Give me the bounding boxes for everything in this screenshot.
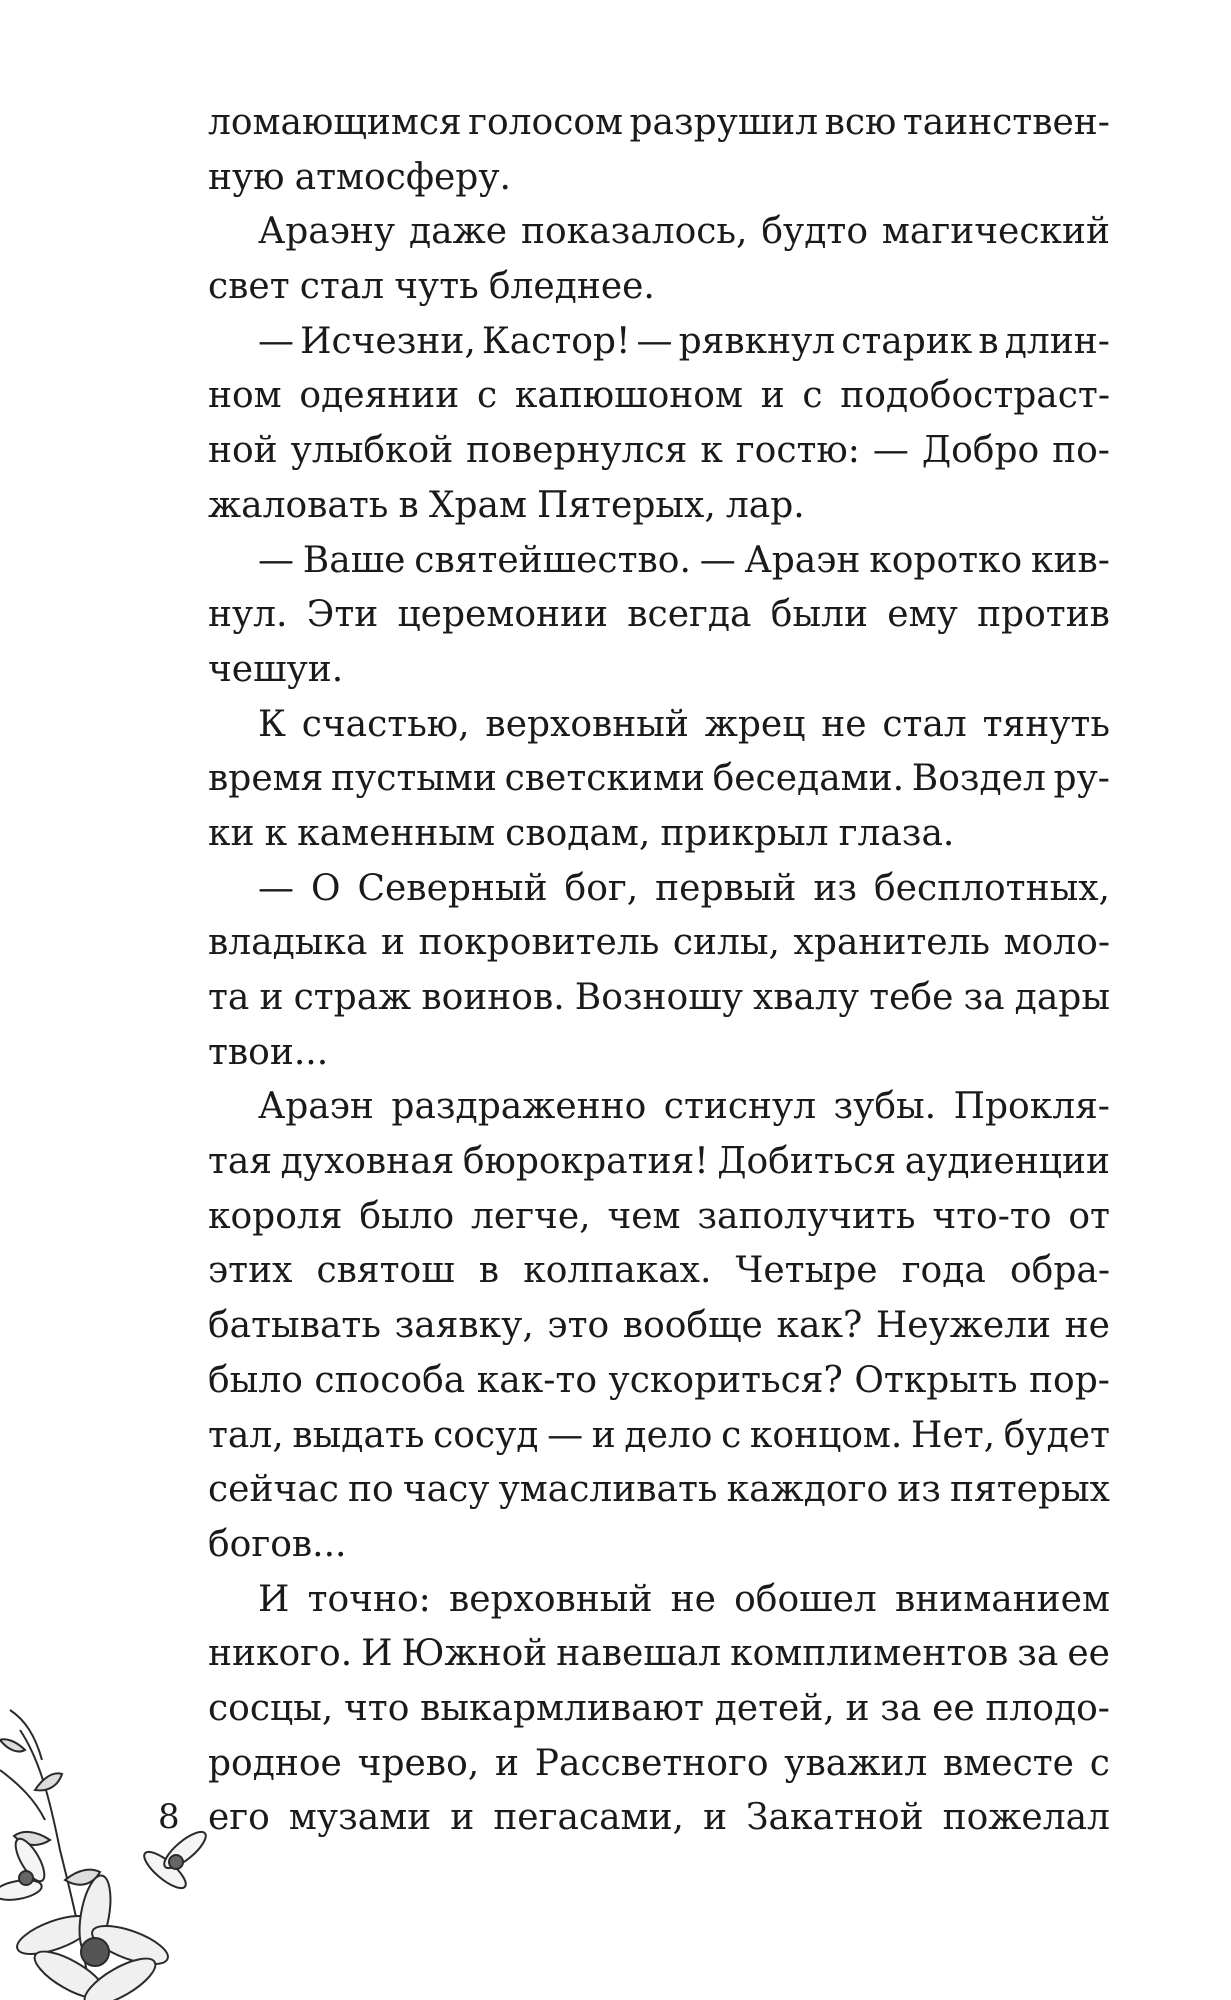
text-line: сейчас по часу умасливать каждого из пятерых: [208, 1469, 1110, 1511]
text-line: свет стал чуть бледнее.: [208, 266, 655, 308]
text-line: богов...: [208, 1523, 347, 1565]
text-line: родное чрево, и Рассветного уважил вместе с: [208, 1742, 1110, 1784]
page-number: 8: [158, 1797, 180, 1837]
text-line: чешуи.: [208, 648, 344, 690]
text-line: ном одеянии с капюшоном и с подобостраст-: [208, 375, 1110, 417]
text-line: И точно: верховный не обошел вниманием: [258, 1578, 1110, 1620]
floral-ornament-icon: [0, 1690, 210, 2000]
text-line: ную атмосферу.: [208, 156, 511, 198]
text-line: тая духовная бюрократия! Добиться аудиенции: [208, 1141, 1110, 1183]
text-line: Араэн раздраженно стиснул зубы. Прокля-: [258, 1086, 1110, 1128]
text-line: — Ваше святейшество. — Араэн коротко кив-: [258, 539, 1110, 581]
text-line: тал, выдать сосуд — и дело с концом. Нет, будет: [208, 1414, 1110, 1456]
text-line: — Исчезни, Кастор! — рявкнул старик в длин-: [258, 320, 1110, 362]
text-line: батывать заявку, это вообще как? Неужели не: [208, 1305, 1110, 1347]
text-line: жаловать в Храм Пятерых, лар.: [208, 484, 805, 526]
text-line: Араэну даже показалось, будто магический: [258, 211, 1110, 253]
text-line: сосцы, что выкармливают детей, и за ее плодо-: [208, 1687, 1110, 1729]
text-line: время пустыми светскими беседами. Воздел ру-: [208, 758, 1110, 800]
text-line: ки к каменным сводам, прикрыл глаза.: [208, 812, 955, 854]
text-line: ломающимся голосом разрушил всю таинствен-: [208, 102, 1110, 143]
text-line: ной улыбкой повернулся к гостю: — Добро по-: [208, 430, 1110, 472]
text-line: нул. Эти церемонии всегда были ему против: [208, 594, 1110, 636]
text-line: этих святош в колпаках. Четыре года обра-: [208, 1250, 1110, 1292]
text-line: короля было легче, чем заполучить что-то от: [208, 1195, 1110, 1237]
text-line: никого. И Южной навешал комплиментов за ее: [208, 1633, 1110, 1675]
body-text: [208, 96, 1110, 1846]
text-line: владыка и покровитель силы, хранитель моло-: [208, 922, 1110, 964]
text-line: твои...: [208, 1031, 329, 1073]
text-line: К счастью, верховный жрец не стал тянуть: [258, 703, 1110, 745]
text-line: — О Северный бог, первый из бесплотных,: [258, 867, 1110, 909]
text-line: было способа как-то ускориться? Открыть пор-: [208, 1359, 1110, 1401]
text-line: та и страж воинов. Возношу хвалу тебе за дары: [208, 977, 1110, 1018]
text-line: его музами и пегасами, и Закатной пожелал: [208, 1797, 1110, 1839]
